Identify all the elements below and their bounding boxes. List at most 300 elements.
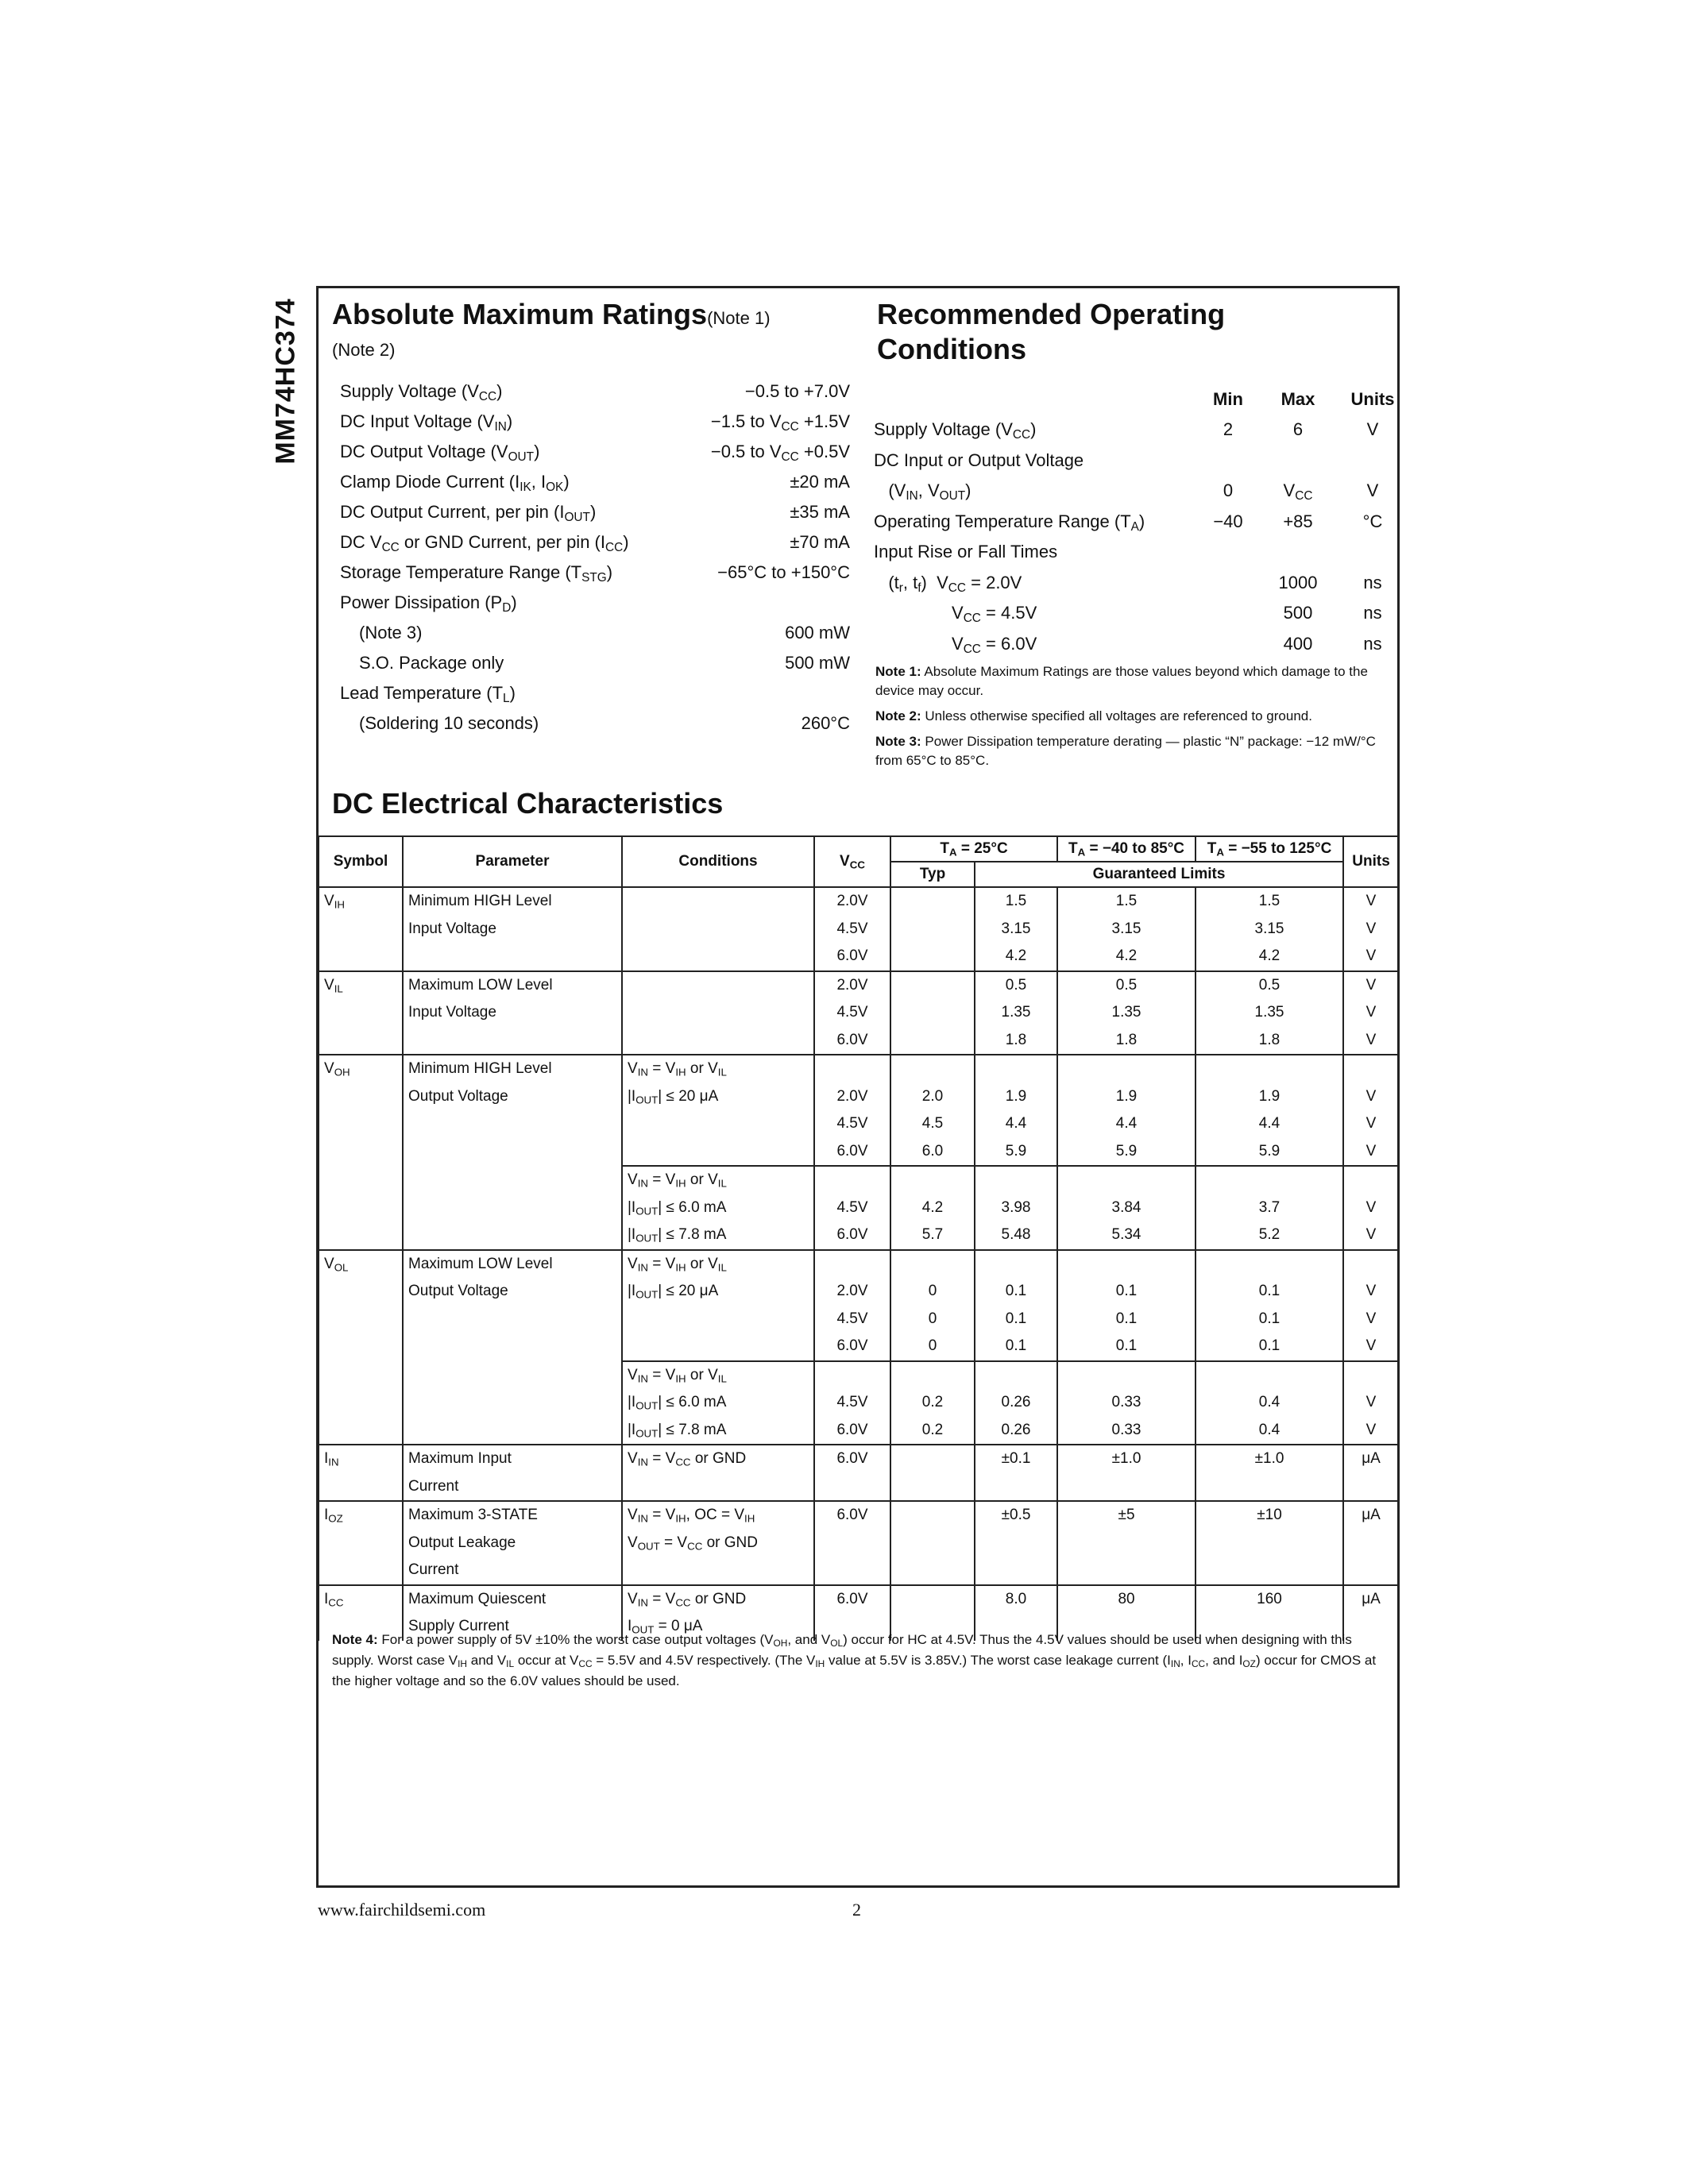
dc-parameter-line: Maximum LOW Level [408, 1255, 553, 1272]
dc-limit-125 [1196, 1055, 1343, 1166]
note-4-tag: Note 4: [332, 1632, 378, 1647]
dc-limit-85 [1057, 1250, 1196, 1361]
dc-units-line: V [1365, 920, 1377, 937]
abs-max-row [340, 376, 850, 407]
abs-max-row [340, 558, 850, 588]
dc-row-group [319, 1501, 1399, 1585]
dc-row-group [319, 971, 1399, 1055]
dc-parameter [403, 1055, 622, 1250]
dc-vcc-line: 6.0V [836, 1142, 868, 1160]
rec-op-row [874, 537, 1389, 568]
dc-units-line: V [1365, 1394, 1377, 1410]
dc-units [1343, 887, 1399, 971]
rec-op-label: Operating Temperature Range $(T_A)$ [874, 511, 1145, 534]
dc-conditions [622, 1166, 814, 1250]
col-vcc: $V_{CC}$ [814, 836, 890, 887]
dc-limit-125-line: 1.8 [1258, 1031, 1280, 1048]
note-4 [332, 1630, 1389, 1692]
dc-parameter [403, 887, 622, 971]
dc-typ [890, 1361, 975, 1445]
dc-symbol-line: $V_{IH}$ [324, 893, 345, 911]
dc-limit-125-line: 1.35 [1254, 1004, 1284, 1021]
rec-op-min: −40 [1213, 511, 1243, 531]
dc-units-line: V [1365, 976, 1377, 994]
dc-parameter-line: Output Leakage [408, 1534, 516, 1551]
col-symbol: Symbol [319, 836, 403, 887]
dc-characteristics-table [318, 835, 1400, 1641]
dc-symbol [319, 1445, 403, 1501]
dc-typ [890, 1445, 975, 1501]
dc-conditions-line [628, 888, 809, 916]
dc-vcc-line [820, 1557, 885, 1584]
dc-units [1343, 1166, 1399, 1250]
abs-max-label: DC Input Voltage $(V_{IN})$ [340, 411, 513, 434]
dc-typ-line [896, 1251, 969, 1279]
dc-conditions-line: $V_{IN} = V_{IH}$ or $V_{IL}$ [628, 1366, 727, 1384]
dc-conditions-line: $|I_{OUT}| \le 6.0$ mA [628, 1394, 727, 1412]
dc-units [1343, 971, 1399, 1055]
dc-conditions-line: $V_{IN} = V_{CC}$ or GND [628, 1450, 747, 1468]
dc-conditions [622, 887, 814, 971]
dc-conditions-line: $|I_{OUT}| \le 7.8$ mA [628, 1421, 727, 1439]
dc-parameter [403, 971, 622, 1055]
rec-op-row [874, 629, 1389, 660]
dc-limit-25-line [980, 1055, 1052, 1083]
rec-op-units: ns [1363, 572, 1382, 592]
rec-op-label: Input Rise or Fall Times [874, 542, 1058, 561]
dc-limit-25-line: 5.48 [1001, 1226, 1031, 1243]
rec-op-row [874, 446, 1389, 477]
dc-limit-85 [1057, 1445, 1196, 1501]
dc-limit-85-line: 0.33 [1111, 1421, 1141, 1438]
dc-limit-25-line: 3.98 [1001, 1198, 1031, 1216]
dc-limit-85-line: 1.5 [1115, 893, 1138, 909]
note-text: Power Dissipation temperature derating — plastic “N” package: −12 mW/°C from 65°C to 85°C. [875, 734, 1376, 768]
dc-typ [890, 1250, 975, 1361]
dc-row [319, 1250, 1399, 1361]
dc-row [319, 887, 1399, 971]
dc-conditions-line: $|I_{OUT}| \le 6.0$ mA [628, 1198, 727, 1217]
dc-typ-line: 0 [928, 1310, 937, 1327]
dc-limit-85 [1057, 1361, 1196, 1445]
dc-typ-line [896, 1586, 969, 1614]
dc-conditions-line [628, 1557, 809, 1584]
dc-units-line: μA [1362, 1507, 1381, 1523]
dc-parameter-line: Input Voltage [408, 920, 496, 937]
dc-row [319, 1055, 1399, 1166]
dc-units-line: V [1365, 1115, 1377, 1132]
dc-units-line: V [1365, 947, 1377, 964]
col-ta-85: $T_A = -40$ to 85°C [1057, 836, 1196, 862]
part-number-sidebar [270, 286, 302, 477]
dc-limit-125-line [1201, 1362, 1338, 1390]
dc-conditions [622, 1250, 814, 1361]
abs-max-row [340, 678, 850, 708]
dc-symbol-line: $V_{OL}$ [324, 1255, 349, 1273]
abs-max-label: DC Output Current, per pin $(I_{OUT})$ [340, 502, 597, 524]
dc-typ-line [896, 916, 969, 943]
dc-parameter [403, 1250, 622, 1445]
rec-op-label: $V_{CC} = 6.0V$ [952, 633, 1037, 656]
dc-limit-25-line [980, 1557, 1052, 1584]
dc-vcc [814, 1445, 890, 1501]
abs-max-value: 260°C [801, 713, 850, 733]
dc-limit-25-line [980, 1251, 1052, 1279]
dc-typ-line: 4.5 [921, 1115, 944, 1132]
dc-limit-85-line: ±1.0 [1111, 1450, 1141, 1467]
dc-units-line: V [1365, 1310, 1377, 1327]
dc-limit-85-line: 4.2 [1115, 947, 1138, 964]
dc-parameter-line: Current [408, 1477, 459, 1495]
dc-typ-line: 6.0 [921, 1142, 944, 1160]
dc-units [1343, 1055, 1399, 1166]
abs-max-value: 500 mW [785, 653, 850, 673]
dc-units-line: V [1365, 1283, 1377, 1299]
dc-typ-line: 0 [928, 1283, 937, 1299]
dc-units-line: V [1365, 893, 1377, 909]
dc-units-line: V [1365, 1226, 1377, 1243]
dc-units-line: V [1365, 1031, 1377, 1048]
dc-parameter-line: Maximum LOW Level [408, 976, 553, 994]
rec-op-note [875, 662, 1384, 700]
col-ta-125: $T_A = -55$ to 125°C [1196, 836, 1343, 862]
dc-limit-85-line [1063, 1055, 1190, 1083]
rec-op-max: +85 [1283, 511, 1313, 531]
dc-vcc-line [820, 1055, 885, 1083]
dc-vcc-line: 4.5V [836, 1394, 868, 1410]
dc-limit-125-line: 5.9 [1258, 1142, 1280, 1160]
dc-vcc-line: 6.0V [836, 1450, 868, 1467]
dc-conditions [622, 1445, 814, 1501]
dc-limit-25-line: 0.26 [1001, 1394, 1031, 1410]
dc-vcc-line: 6.0V [836, 1590, 868, 1607]
dc-typ-line: 4.2 [921, 1198, 944, 1216]
dc-vcc [814, 1250, 890, 1361]
dc-limit-85-line: 5.9 [1115, 1142, 1138, 1160]
dc-limit-25 [975, 1445, 1057, 1501]
dc-limit-85-line: 3.15 [1111, 920, 1141, 937]
rec-op-note [875, 707, 1384, 726]
dc-conditions-line: $V_{IN} = V_{IH}$ or $V_{IL}$ [628, 1255, 727, 1273]
dc-conditions-line: $|I_{OUT}| \le 7.8$ mA [628, 1226, 727, 1244]
dc-vcc [814, 1166, 890, 1250]
dc-parameter-line: Minimum HIGH Level [408, 893, 552, 909]
dc-limit-125-line [1201, 1055, 1338, 1083]
note-tag: Note 1: [875, 664, 921, 679]
dc-conditions [622, 971, 814, 1055]
dc-limit-25-line: ±0.5 [1001, 1507, 1031, 1523]
dc-limit-25-line: 1.8 [1005, 1031, 1027, 1048]
abs-max-row [340, 467, 850, 497]
note-text: Absolute Maximum Ratings are those values beyond which damage to the device may occur. [875, 664, 1368, 698]
dc-limit-85-line: 1.8 [1115, 1031, 1138, 1048]
rec-op-note [875, 732, 1384, 770]
dc-conditions-line: $|I_{OUT}| \le 20$ μA [628, 1087, 719, 1106]
dc-symbol-line: $V_{IL}$ [324, 976, 343, 994]
dc-row-group [319, 1055, 1399, 1250]
dc-units-line [1349, 1557, 1393, 1584]
rec-op-title-line2: Conditions [877, 333, 1026, 365]
dc-row-group [319, 1445, 1399, 1501]
dc-limit-25 [975, 971, 1057, 1055]
dc-conditions-line: $V_{IN} = V_{CC}$ or GND [628, 1590, 747, 1608]
dc-units-line: μA [1362, 1450, 1381, 1467]
abs-max-row [340, 618, 850, 648]
abs-max-label: DC $V_{CC}$ or GND Current, per pin $(I_{CC})$ [340, 532, 629, 554]
dc-title: DC Electrical Characteristics [332, 787, 724, 820]
dc-typ-line [896, 943, 969, 970]
dc-vcc-line: 6.0V [836, 947, 868, 964]
rec-op-label: Supply Voltage $(V_{CC})$ [874, 419, 1037, 442]
dc-parameter-line: Current [408, 1561, 459, 1578]
dc-units-line: V [1365, 1337, 1377, 1354]
dc-typ-line [896, 888, 969, 916]
dc-typ-line: 0.2 [921, 1421, 944, 1438]
dc-vcc-line [820, 1362, 885, 1390]
rec-op-max: 500 [1283, 603, 1313, 623]
dc-vcc-line [820, 1530, 885, 1557]
dc-limit-125 [1196, 1250, 1343, 1361]
dc-typ [890, 1501, 975, 1585]
dc-vcc-line [820, 1473, 885, 1501]
dc-limit-85-line: 0.1 [1115, 1337, 1138, 1354]
abs-max-row [340, 527, 850, 558]
dc-units-line [1349, 1530, 1393, 1557]
dc-conditions-line [628, 1306, 809, 1333]
dc-typ-line [896, 1167, 969, 1194]
dc-limit-85-line: 0.33 [1111, 1394, 1141, 1410]
dc-limit-25 [975, 1501, 1057, 1585]
dc-vcc-line: 4.5V [836, 1198, 868, 1216]
dc-typ-line [896, 1362, 969, 1390]
dc-typ [890, 887, 975, 971]
dc-limit-125-line [1201, 1473, 1338, 1501]
abs-max-value: −65°C to +150°C [717, 562, 850, 582]
dc-limit-85-line [1063, 1473, 1190, 1501]
dc-units [1343, 1361, 1399, 1445]
dc-typ-line [896, 1502, 969, 1530]
rec-op-max: 1000 [1278, 572, 1318, 592]
dc-vcc-line: 6.0V [836, 1226, 868, 1243]
dc-conditions [622, 1501, 814, 1585]
dc-conditions-line [628, 999, 809, 1027]
dc-limit-85-line [1063, 1251, 1190, 1279]
col-typ: Typ [890, 862, 975, 887]
dc-conditions-line: $V_{IN} = V_{IH}$ or $V_{IL}$ [628, 1060, 727, 1078]
dc-units-line: V [1365, 1198, 1377, 1216]
col-units: Units [1343, 836, 1399, 887]
dc-row-group [319, 887, 1399, 971]
abs-max-value: −0.5 to $V_{CC} +0.5V$ [710, 442, 850, 464]
rec-op-units: V [1366, 419, 1379, 439]
dc-typ-line [896, 1557, 969, 1584]
dc-parameter [403, 1445, 622, 1501]
abs-max-value: −1.5 to $V_{CC} +1.5V$ [710, 411, 850, 434]
dc-units-line [1349, 1055, 1393, 1083]
abs-max-row [340, 437, 850, 467]
dc-limit-125-line: ±1.0 [1254, 1450, 1284, 1467]
dc-limit-85 [1057, 1055, 1196, 1166]
dc-symbol [319, 971, 403, 1055]
footer-url[interactable]: www.fairchildsemi.com [318, 1900, 486, 1920]
abs-max-value: ±20 mA [790, 472, 850, 492]
col-parameter: Parameter [403, 836, 622, 887]
abs-max-label: Power Dissipation $(P_D)$ [340, 592, 517, 615]
dc-typ [890, 1166, 975, 1250]
rec-op-label: ($V_{IN}$, $V_{OUT}$) [874, 480, 971, 503]
dc-limit-85-line [1063, 1557, 1190, 1584]
dc-limit-125-line: ±10 [1257, 1507, 1282, 1523]
rec-op-header-min: Min [1213, 389, 1243, 409]
abs-max-label: (Soldering 10 seconds) [359, 713, 539, 733]
rec-op-header [874, 384, 1395, 415]
dc-vcc [814, 1361, 890, 1445]
dc-limit-25-line: 1.5 [1005, 893, 1027, 909]
dc-limit-25-line: 5.9 [1005, 1142, 1027, 1160]
rec-op-table [874, 384, 1395, 659]
dc-limit-25-line: 0.1 [1005, 1337, 1027, 1354]
rec-op-label: ($t_r$, $t_f$) $V_{CC} = 2.0V$ [874, 572, 1022, 595]
dc-typ-line: 2.0 [921, 1087, 944, 1105]
abs-max-row [340, 497, 850, 527]
dc-typ-line [896, 1027, 969, 1055]
dc-limit-85-line: 80 [1118, 1590, 1135, 1607]
abs-max-row [340, 407, 850, 437]
dc-limit-125-line: 0.4 [1258, 1394, 1280, 1410]
dc-parameter-line: Maximum Input [408, 1450, 512, 1467]
rec-op-label: DC Input or Output Voltage [874, 450, 1084, 470]
dc-limit-125-line: 5.2 [1258, 1226, 1280, 1243]
dc-parameter-line: Minimum HIGH Level [408, 1060, 552, 1077]
dc-typ-line [896, 1055, 969, 1083]
dc-limit-25 [975, 1361, 1057, 1445]
dc-units [1343, 1501, 1399, 1585]
dc-limit-85 [1057, 1166, 1196, 1250]
dc-symbol [319, 1055, 403, 1250]
dc-limit-25-line: 3.15 [1001, 920, 1031, 937]
dc-limit-25-line: 0.1 [1005, 1310, 1027, 1327]
rec-op-header-max: Max [1280, 389, 1315, 409]
dc-vcc-line: 6.0V [836, 1421, 868, 1438]
dc-units-line [1349, 1473, 1393, 1501]
dc-limit-25-line: ±0.1 [1001, 1450, 1031, 1467]
dc-limit-125-line: 4.4 [1258, 1115, 1280, 1132]
dc-symbol [319, 887, 403, 971]
dc-limit-125-line: 0.1 [1258, 1283, 1280, 1299]
dc-limit-125-line: 4.2 [1258, 947, 1280, 964]
dc-limit-25-line: 0.5 [1005, 976, 1027, 994]
rec-op-header-units: Units [1350, 389, 1395, 409]
dc-typ-line: 0 [928, 1337, 937, 1354]
rec-op-min: 2 [1223, 419, 1234, 439]
col-guaranteed-limits: Guaranteed Limits [975, 862, 1343, 887]
dc-typ-line: 0.2 [921, 1394, 944, 1410]
dc-vcc-line: 2.0V [836, 1283, 868, 1299]
abs-max-label: Storage Temperature Range $(T_{STG})$ [340, 562, 613, 585]
dc-limit-125-line: 1.5 [1258, 893, 1280, 909]
rec-op-units: ns [1363, 603, 1382, 623]
dc-vcc [814, 971, 890, 1055]
dc-limit-25-line: 0.26 [1001, 1421, 1031, 1438]
dc-vcc-line: 2.0V [836, 976, 868, 994]
dc-limit-85-line: 0.1 [1115, 1310, 1138, 1327]
abs-max-value: 600 mW [785, 623, 850, 642]
dc-parameter-line: Supply Current [408, 1618, 509, 1634]
dc-limit-125-line: 0.5 [1258, 976, 1280, 994]
abs-max-row [340, 708, 850, 739]
dc-limit-85-line [1063, 1530, 1190, 1557]
dc-limit-125 [1196, 1501, 1343, 1585]
dc-typ [890, 1055, 975, 1166]
dc-limit-85-line [1063, 1362, 1190, 1390]
dc-parameter [403, 1501, 622, 1585]
dc-conditions [622, 1055, 814, 1166]
dc-units [1343, 1445, 1399, 1501]
dc-symbol-line: $I_{IN}$ [324, 1450, 339, 1468]
dc-conditions-line [628, 1110, 809, 1138]
rec-op-units: ns [1363, 633, 1382, 654]
rec-op-units: V [1366, 480, 1379, 500]
dc-limit-85-line: ±5 [1118, 1507, 1135, 1523]
dc-vcc [814, 1055, 890, 1166]
dc-limit-125 [1196, 1166, 1343, 1250]
dc-limit-125-line: 3.7 [1258, 1198, 1280, 1216]
dc-conditions-line: $|I_{OUT}| \le 20$ μA [628, 1283, 719, 1301]
dc-limit-125 [1196, 971, 1343, 1055]
dc-vcc-line: 2.0V [836, 893, 868, 909]
dc-symbol [319, 1501, 403, 1585]
rec-op-max: 6 [1292, 419, 1304, 439]
dc-limit-85-line: 0.1 [1115, 1283, 1138, 1299]
dc-vcc-line: 4.5V [836, 1115, 868, 1132]
dc-conditions-line: $V_{IN} = V_{IH}$, OC = $V_{IH}$ [628, 1507, 755, 1525]
dc-typ-line: 5.7 [921, 1226, 944, 1243]
part-number: MM74HC374 [270, 298, 301, 465]
dc-units-line [1349, 1362, 1393, 1390]
rec-op-row [874, 507, 1389, 538]
footer-page-number: 2 [852, 1900, 861, 1920]
abs-max-title-note: (Note 1) [707, 308, 771, 328]
abs-max-list [340, 376, 850, 739]
dc-row [319, 1445, 1399, 1501]
dc-typ-line [896, 1473, 969, 1501]
dc-units-line [1349, 1251, 1393, 1279]
dc-parameter-line: Output Voltage [408, 1087, 508, 1105]
dc-vcc [814, 887, 890, 971]
dc-limit-125-line [1201, 1530, 1338, 1557]
dc-conditions-line [628, 1027, 809, 1055]
dc-conditions-line: $I_{OUT} = 0$ μA [628, 1618, 703, 1636]
rec-op-row [874, 476, 1389, 507]
dc-units-line: V [1365, 1421, 1377, 1438]
abs-max-value: −0.5 to +7.0V [744, 381, 850, 401]
dc-units-line: V [1365, 1004, 1377, 1021]
dc-symbol [319, 1250, 403, 1445]
dc-limit-125-line: 0.1 [1258, 1310, 1280, 1327]
dc-conditions-line: $V_{IN} = V_{IH}$ or $V_{IL}$ [628, 1171, 727, 1190]
dc-typ-line [896, 1445, 969, 1473]
rec-op-row [874, 415, 1389, 446]
dc-conditions-line [628, 1473, 809, 1501]
dc-limit-85 [1057, 887, 1196, 971]
dc-limit-25-line: 8.0 [1005, 1590, 1027, 1607]
dc-limit-125 [1196, 1361, 1343, 1445]
dc-units-line: V [1365, 1087, 1377, 1105]
dc-limit-85-line: 5.34 [1111, 1226, 1141, 1243]
dc-units-line: μA [1362, 1590, 1381, 1607]
dc-parameter-line: Maximum 3-STATE [408, 1507, 538, 1523]
dc-vcc [814, 1501, 890, 1585]
